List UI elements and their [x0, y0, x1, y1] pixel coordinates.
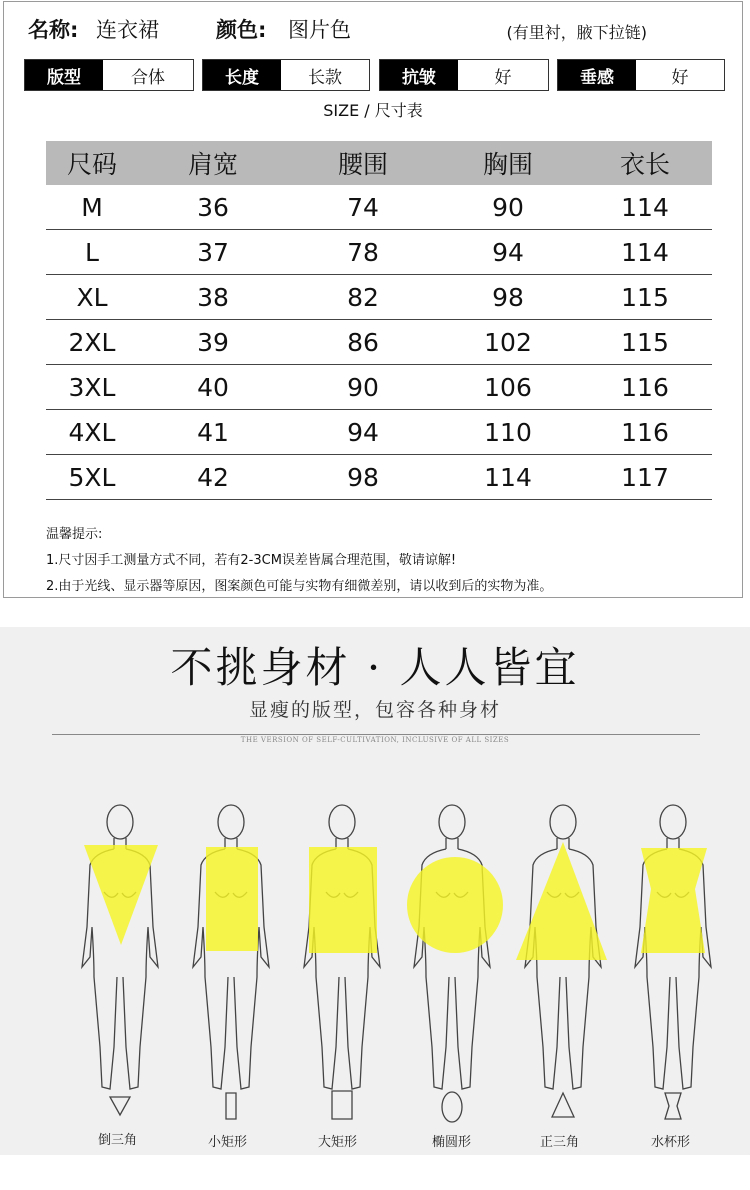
- figure-label: 正三角: [540, 1135, 580, 1150]
- tips-line: 1.尺寸因手工测量方式不同，若有2-3CM误差皆属合理范围，敬请谅解!: [46, 553, 457, 568]
- attribute-wrinkle: [379, 59, 549, 91]
- body-figure-large-rectangle: [304, 805, 380, 1119]
- table-cell: 90: [347, 372, 379, 402]
- figure-label: 大矩形: [318, 1135, 358, 1150]
- table-row: [46, 185, 712, 230]
- table-cell: 114: [484, 462, 532, 492]
- table-cell: 82: [347, 282, 379, 312]
- table-cell: 106: [484, 372, 532, 402]
- figure-label: 椭圆形: [432, 1135, 472, 1150]
- attribute-value: 好: [458, 60, 548, 90]
- attribute-drape: [557, 59, 725, 91]
- table-cell: 39: [197, 327, 229, 357]
- body-figure-triangle: [516, 805, 607, 1117]
- tips-block: [46, 522, 552, 600]
- attribute-value: 长款: [281, 60, 369, 90]
- shape-icon: [665, 1093, 681, 1119]
- header-cell: 尺码: [66, 150, 117, 179]
- figure-label: 倒三角: [98, 1133, 138, 1148]
- shape-icon: [332, 1091, 352, 1119]
- table-cell: 41: [197, 417, 229, 447]
- attribute-value: 好: [636, 60, 724, 90]
- table-cell: 116: [621, 372, 669, 402]
- body-figure-inverted-triangle: [82, 805, 158, 1115]
- table-cell: 78: [347, 237, 379, 267]
- shape-icon: [110, 1097, 130, 1115]
- table-row: [46, 320, 712, 365]
- table-cell: 90: [492, 192, 524, 222]
- header-cell: 腰围: [337, 150, 388, 179]
- product-info-row: [4, 10, 742, 46]
- size-chart-panel: [3, 1, 743, 598]
- size-table-title: SIZE / 尺寸表: [323, 101, 423, 120]
- size-table: [46, 141, 712, 500]
- body-figure-small-rectangle: [193, 805, 269, 1119]
- attribute-key: 垂感: [558, 60, 636, 90]
- highlight-triangle: [516, 842, 607, 960]
- name-value: 连衣裙: [96, 18, 159, 42]
- table-cell: 102: [484, 327, 532, 357]
- body-section-title: 不挑身材 · 人人皆宜: [170, 643, 580, 692]
- highlight-large-rectangle: [309, 847, 377, 953]
- table-cell: 115: [621, 282, 669, 312]
- table-cell: 2XL: [68, 327, 116, 357]
- shape-icon: [552, 1093, 574, 1117]
- table-cell: 37: [197, 237, 229, 267]
- figure-label: 水杯形: [651, 1135, 691, 1150]
- table-row: [46, 230, 712, 275]
- shape-icon: [226, 1093, 236, 1119]
- table-cell: 115: [621, 327, 669, 357]
- attribute-fit: [24, 59, 194, 91]
- size-table-header: [46, 141, 712, 185]
- table-cell: 3XL: [68, 372, 116, 402]
- table-cell: 94: [347, 417, 379, 447]
- name-label: 名称:: [28, 18, 79, 42]
- body-section-subtitle: 显瘦的版型，包容各种身材: [248, 699, 501, 721]
- table-cell: 117: [621, 462, 669, 492]
- header-cell: 肩宽: [187, 150, 238, 179]
- table-cell: 98: [492, 282, 524, 312]
- attribute-key: 版型: [25, 60, 103, 90]
- table-cell: 38: [197, 282, 229, 312]
- highlight-hourglass: [641, 848, 707, 953]
- table-cell: 40: [197, 372, 229, 402]
- table-cell: 42: [197, 462, 229, 492]
- body-shape-panel: [0, 627, 750, 1155]
- highlight-small-rectangle: [206, 847, 258, 951]
- header-cell: 衣长: [619, 150, 670, 179]
- body-figures: [0, 627, 750, 1155]
- table-row: [46, 455, 712, 500]
- figure-label: 小矩形: [208, 1135, 248, 1150]
- table-row: [46, 275, 712, 320]
- header-cell: 胸围: [482, 150, 533, 179]
- tips-line: 2.由于光线、显示器等原因，图案颜色可能与实物有细微差别，请以收到后的实物为准。: [46, 579, 553, 594]
- highlight-inverted-triangle: [84, 845, 158, 945]
- color-label: 颜色:: [216, 18, 267, 42]
- tips-title: 温馨提示:: [46, 527, 103, 542]
- attribute-boxes: [24, 59, 724, 91]
- table-cell: L: [85, 237, 99, 267]
- attribute-value: 合体: [103, 60, 193, 90]
- table-cell: 36: [197, 192, 229, 222]
- table-cell: 5XL: [68, 462, 116, 492]
- table-cell: M: [81, 192, 103, 222]
- table-cell: 94: [492, 237, 524, 267]
- english-caption: THE VERSION OF SELF-CULTIVATION, INCLUSIVE OF ALL SIZES: [235, 736, 515, 744]
- table-cell: 110: [484, 417, 532, 447]
- table-row: [46, 365, 712, 410]
- table-cell: XL: [76, 282, 108, 312]
- body-figure-hourglass: [635, 805, 711, 1119]
- color-value: 图片色: [288, 18, 351, 42]
- body-figure-oval: [407, 805, 503, 1122]
- table-cell: 114: [621, 192, 669, 222]
- table-cell: 114: [621, 237, 669, 267]
- attribute-key: 抗皱: [380, 60, 458, 90]
- table-cell: 74: [347, 192, 379, 222]
- table-row: [46, 410, 712, 455]
- table-cell: 86: [347, 327, 379, 357]
- attribute-key: 长度: [203, 60, 281, 90]
- table-cell: 116: [621, 417, 669, 447]
- table-cell: 4XL: [68, 417, 116, 447]
- attribute-length: [202, 59, 370, 91]
- table-cell: 98: [347, 462, 379, 492]
- highlight-oval: [407, 857, 503, 953]
- product-note: (有里衬，腋下拉链): [506, 23, 647, 42]
